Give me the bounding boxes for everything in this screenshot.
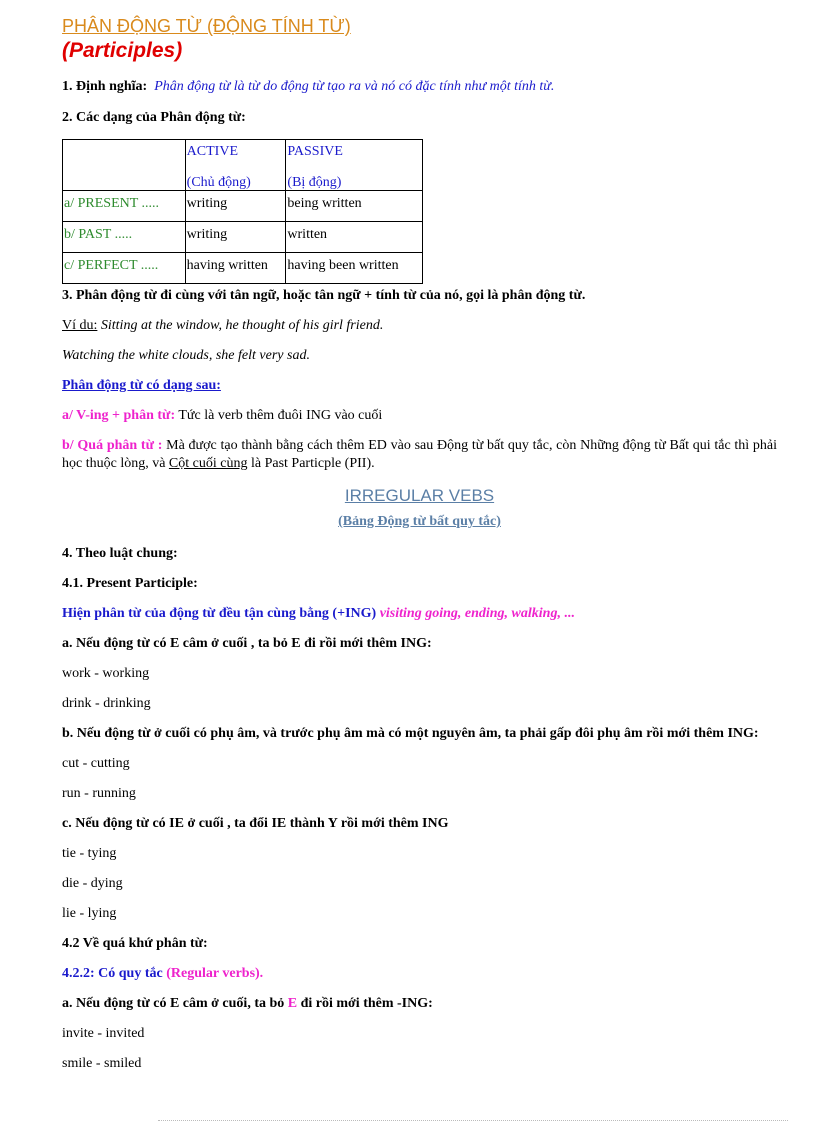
rule-b-example: run - running: [62, 786, 136, 801]
definition-label: 1. Định nghĩa:: [62, 79, 148, 94]
rule-a-example: work - working: [62, 666, 150, 681]
section-4-heading: 4. Theo luật chung:: [62, 546, 178, 561]
page-bottom-divider: [158, 1120, 788, 1121]
row-passive: having been written: [286, 253, 423, 284]
rule-a: a. Nếu động từ có E câm ở cuối , ta bỏ E đi rồi mới thêm ING:: [62, 636, 432, 651]
past-rule-a-2: đi rồi mới thêm -ING:: [300, 996, 433, 1011]
participle-forms-table: [62, 139, 423, 284]
row-label: b/ PAST .....: [63, 222, 186, 253]
example-2: Watching the white clouds, she felt very sad.: [62, 348, 310, 363]
active-header-label: ACTIVE: [186, 144, 238, 159]
table-header-row: [63, 140, 423, 191]
passive-header: [286, 140, 423, 191]
form-b-text-2: là Past Particple (PII).: [250, 456, 375, 471]
example-1-text: Sitting at the window, he thought of his girl friend.: [100, 318, 384, 333]
irregular-verbs-table-link[interactable]: (Bảng Động từ bất quy tắc): [338, 514, 501, 529]
table-corner-cell: [63, 140, 186, 191]
forms-subheading: Phân động từ có dạng sau:: [62, 378, 221, 393]
rule-c-example: die - dying: [62, 876, 123, 891]
rule-text: Hiện phân từ của động từ đều tận cùng bằng (+ING): [62, 606, 377, 621]
forms-heading: 2. Các dạng của Phân động từ:: [62, 110, 246, 125]
form-b-text-underlined: Cột cuối cùng: [168, 456, 248, 471]
past-rule-a-e: E: [287, 996, 298, 1011]
definition: [62, 78, 777, 96]
table-row: [63, 191, 423, 222]
page-title: PHÂN ĐỘNG TỪ (ĐỘNG TÍNH TỪ): [62, 16, 351, 36]
section-3-heading: 3. Phân động từ đi cùng với tân ngữ, hoặc tân ngữ + tính từ của nó, gọi là phân động từ.: [62, 288, 586, 303]
example-1: [62, 317, 777, 335]
section-42-heading: 4.2 Về quá khứ phân từ:: [62, 936, 208, 951]
rule-examples: visiting going, ending, walking, ...: [379, 606, 575, 621]
past-example: invite - invited: [62, 1026, 145, 1041]
document-page: [62, 14, 777, 1073]
rule-b: b. Nếu động từ ở cuối có phụ âm, và trước phụ âm mà có một nguyên âm, ta phải gấp đôi phụ âm rồi mới thêm ING:: [62, 726, 759, 741]
section-422-label: 4.2.2: Có quy tắc: [62, 966, 163, 981]
section-422-heading: [62, 965, 777, 983]
table-row: [63, 253, 423, 284]
form-a-label: a/ V-ing + phân từ:: [62, 408, 176, 423]
row-passive: written: [286, 222, 423, 253]
active-header: [185, 140, 286, 191]
rule-a-example: drink - drinking: [62, 696, 151, 711]
row-label: a/ PRESENT .....: [63, 191, 186, 222]
form-b-label: b/ Quá phân từ :: [62, 438, 163, 453]
passive-header-label: PASSIVE: [287, 144, 343, 159]
passive-header-vn: (Bị động): [287, 175, 342, 190]
row-label: c/ PERFECT .....: [63, 253, 186, 284]
table-row: [63, 222, 423, 253]
form-b-text-1: Mà được tạo thành bằng cách thêm ED vào sau Động từ bất quy tắc, còn Những động từ Bất qui tắc thì phải học thuộc lòng, và: [62, 438, 778, 471]
past-rule-a-1: a. Nếu động từ có E câm ở cuối, ta bỏ: [62, 996, 285, 1011]
section-41-heading: 4.1. Present Participle:: [62, 576, 198, 591]
definition-text: Phân động từ là từ do động từ tạo ra và nó có đặc tính như một tính từ.: [154, 79, 555, 94]
row-active: writing: [185, 191, 286, 222]
rule-b-example: cut - cutting: [62, 756, 130, 771]
rule-c: c. Nếu động từ có IE ở cuối , ta đổi IE thành Y rồi mới thêm ING: [62, 816, 449, 831]
past-example: smile - smiled: [62, 1056, 142, 1071]
present-participle-rule: [62, 605, 777, 623]
form-a: [62, 407, 777, 425]
form-a-text: Tức là verb thêm đuôi ING vào cuối: [178, 408, 383, 423]
irregular-verbs-link[interactable]: IRREGULAR VEBS: [344, 486, 495, 505]
section-422-paren: (Regular verbs).: [166, 966, 264, 981]
rule-c-example: lie - lying: [62, 906, 117, 921]
rule-c-example: tie - tying: [62, 846, 117, 861]
form-b: [62, 437, 777, 473]
row-active: having written: [185, 253, 286, 284]
active-header-vn: (Chủ động): [186, 175, 251, 190]
row-active: writing: [185, 222, 286, 253]
row-passive: being written: [286, 191, 423, 222]
page-subtitle: (Participles): [62, 39, 183, 62]
example-label: Ví du:: [62, 318, 98, 333]
past-rule-a: [62, 995, 777, 1013]
